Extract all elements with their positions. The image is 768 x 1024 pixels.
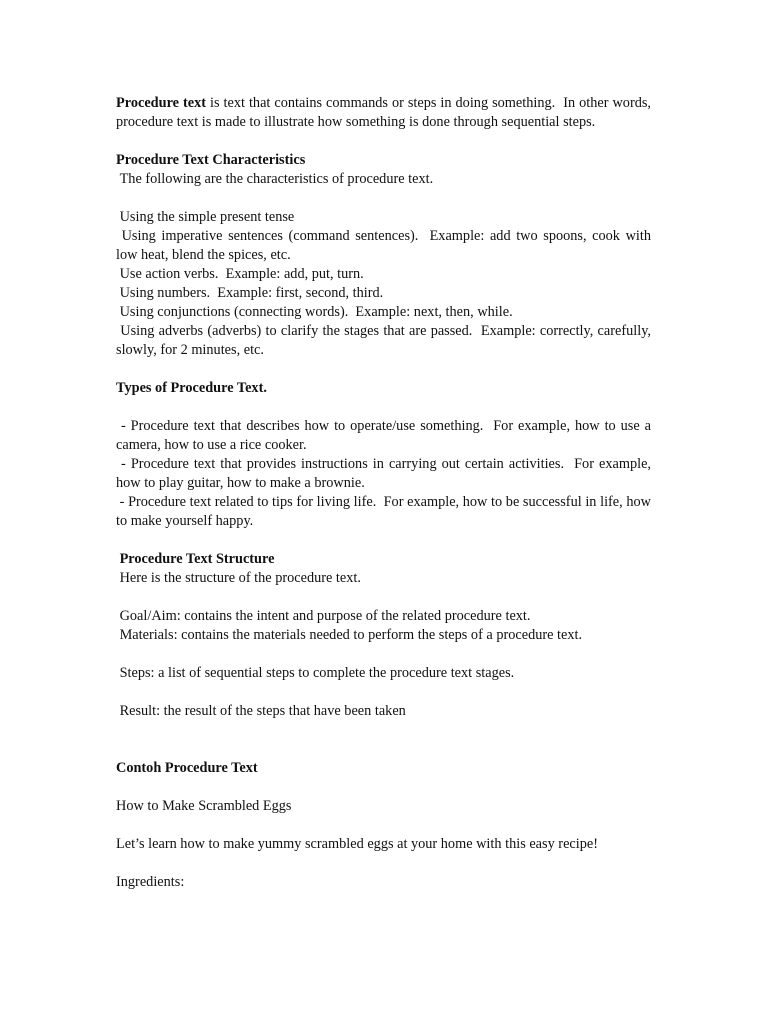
spacer	[116, 645, 651, 664]
characteristic-item: Using numbers. Example: first, second, third.	[116, 285, 384, 301]
document-page	[116, 94, 655, 892]
spacer	[116, 778, 651, 797]
structure-steps: Steps: a list of sequential steps to complete the procedure text stages.	[116, 665, 515, 681]
characteristic-item: Using conjunctions (connecting words). Example: next, then, while.	[116, 304, 513, 320]
spacer	[116, 360, 651, 379]
example-intro: Let’s learn how to make yummy scrambled eggs at your home with this easy recipe!	[116, 836, 598, 852]
characteristic-item: Using the simple present tense	[116, 209, 295, 225]
characteristic-item: Using adverbs (adverbs) to clarify the stages that are passed. Example: correctly, carefully, slowly, for 2 minutes, etc.	[116, 323, 655, 358]
type-item: - Procedure text that describes how to operate/use something. For example, how to use a camera, how to use a rice cooker.	[116, 418, 655, 453]
intro-term: Procedure text	[116, 95, 207, 111]
spacer	[116, 132, 651, 151]
spacer	[116, 398, 651, 417]
structure-heading: Procedure Text Structure	[116, 551, 275, 567]
types-heading: Types of Procedure Text.	[116, 380, 267, 396]
structure-result: Result: the result of the steps that have been taken	[116, 703, 406, 719]
type-item: - Procedure text that provides instructions in carrying out certain activities. For example, how to play guitar, how to make a brownie.	[116, 456, 655, 491]
structure-goal: Goal/Aim: contains the intent and purpose of the related procedure text.	[116, 608, 531, 624]
spacer	[116, 721, 651, 759]
example-title: How to Make Scrambled Eggs	[116, 798, 292, 814]
characteristics-lead: The following are the characteristics of procedure text.	[116, 171, 434, 187]
characteristics-heading: Procedure Text Characteristics	[116, 152, 306, 168]
type-item: - Procedure text related to tips for living life. For example, how to be successful in life, how to make yourself happy.	[116, 494, 655, 529]
characteristic-item: Use action verbs. Example: add, put, turn.	[116, 266, 364, 282]
spacer	[116, 588, 651, 607]
structure-materials: Materials: contains the materials needed to perform the steps of a procedure text.	[116, 627, 583, 643]
spacer	[116, 531, 651, 550]
intro-paragraph	[116, 94, 655, 132]
ingredients-label: Ingredients:	[116, 874, 185, 890]
characteristic-item: Using imperative sentences (command sentences). Example: add two spoons, cook with low heat, blend the spices, etc.	[116, 228, 655, 263]
intro-text: is text that contains commands or steps in doing something. In other words, procedure text is made to illustrate how something is done through sequential steps.	[116, 95, 655, 130]
spacer	[116, 854, 651, 873]
spacer	[116, 816, 651, 835]
spacer	[116, 683, 651, 702]
structure-lead: Here is the structure of the procedure text.	[116, 570, 361, 586]
spacer	[116, 189, 651, 208]
example-heading: Contoh Procedure Text	[116, 760, 258, 776]
